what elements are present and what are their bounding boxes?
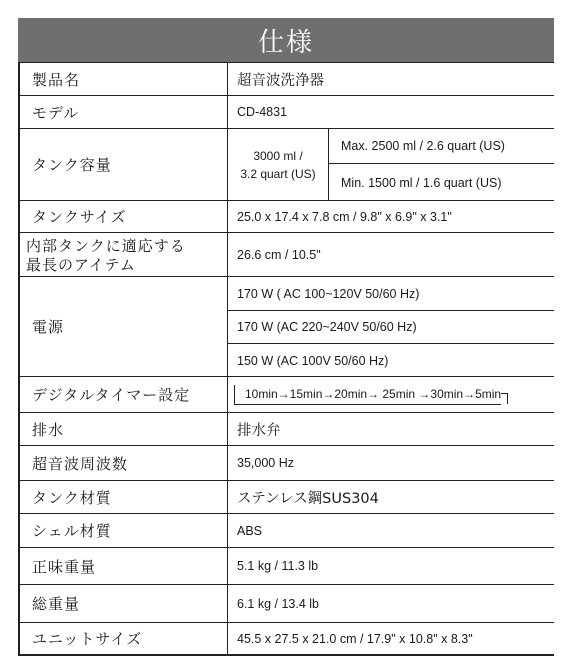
label-model: モデル [20,96,228,128]
label-longest-item-line2: 最長のアイテム [26,256,136,274]
label-power: 電源 [20,277,228,376]
label-tank-size: タンクサイズ [20,201,228,232]
timer-cycle-diagram [234,385,501,405]
value-model: CD-4831 [237,105,288,119]
value-tank-capacity-max: Max. 2500 ml / 2.6 quart (US) [341,139,505,153]
row-tank-size [20,200,554,232]
value-power-option-3: 150 W (AC 100V 50/60 Hz) [228,343,554,377]
value-power-option-1: 170 W ( AC 100~120V 50/60 Hz) [237,286,420,301]
timer-loop-arrow [501,393,508,404]
value-product-name: 超音波洗浄器 [237,72,324,89]
row-tank-material [20,480,554,513]
row-model [20,95,554,128]
row-timer [20,376,554,412]
row-tank-capacity [20,128,554,200]
value-tank-capacity-min: Min. 1500 ml / 1.6 quart (US) [329,163,554,201]
value-frequency: 35,000 Hz [237,456,294,470]
value-gross-weight: 6.1 kg / 13.4 lb [237,596,320,611]
value-power-option-2: 170 W (AC 220~240V 50/60 Hz) [228,310,554,343]
tank-capacity-ml: 3000 ml / [253,148,303,163]
tank-capacity-quart: 3.2 quart (US) [240,166,316,181]
row-frequency [20,445,554,480]
label-shell-material: シェル材質 [20,514,228,547]
row-power [20,276,554,376]
value-tank-size: 25.0 x 17.4 x 7.8 cm / 9.8" x 6.9" x 3.1" [237,209,452,224]
timer-sequence: 10min→15min→20min→ 25min →30min→5min [245,386,502,401]
label-unit-size: ユニットサイズ [20,623,228,654]
value-drain: 排水弁 [237,422,281,439]
label-longest-item [20,233,228,276]
value-timer [228,377,554,412]
row-unit-size [20,622,554,654]
label-tank-capacity: タンク容量 [20,129,228,200]
spec-table [18,62,554,656]
row-longest-item [20,232,554,276]
label-timer: デジタルタイマー設定 [20,377,228,412]
value-tank-capacity-nominal [228,129,329,200]
row-gross-weight [20,584,554,622]
value-longest-item: 26.6 cm / 10.5" [237,247,321,262]
label-gross-weight: 総重量 [20,585,228,622]
row-drain [20,412,554,445]
label-tank-material: タンク材質 [20,481,228,513]
label-longest-item-line1: 内部タンクに適応する [26,237,186,255]
label-drain: 排水 [20,413,228,445]
value-unit-size: 45.5 x 27.5 x 21.0 cm / 17.9" x 10.8" x 8.3" [237,631,473,646]
value-shell-material: ABS [237,523,263,538]
value-net-weight: 5.1 kg / 11.3 lb [237,559,319,573]
label-product-name: 製品名 [20,63,228,95]
spec-title: 仕様 [18,18,554,62]
label-net-weight: 正味重量 [20,548,228,584]
row-net-weight [20,547,554,584]
row-shell-material [20,513,554,547]
value-tank-material: ステンレス鋼SUS304 [237,490,379,507]
label-frequency: 超音波周波数 [20,446,228,480]
row-product-name [20,62,554,95]
